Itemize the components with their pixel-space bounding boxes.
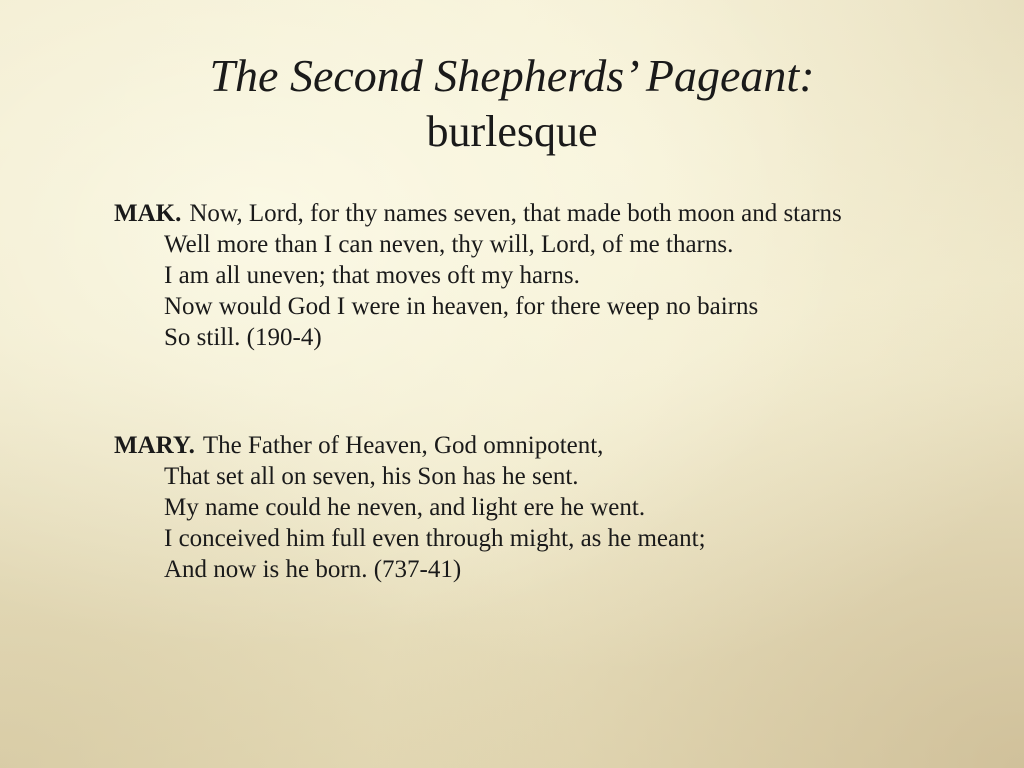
stanza-line: I conceived him full even through might, as he meant;: [164, 525, 706, 552]
title-subtitle: burlesque: [426, 107, 598, 156]
speaker-label: MAK.: [114, 200, 182, 227]
stanza-line: Well more than I can neven, thy will, Lord, of me tharns.: [164, 231, 734, 258]
slide-title: [0, 48, 1024, 160]
stanza-line: My name could he neven, and light ere he went.: [164, 494, 646, 521]
stanza-mak: [114, 198, 874, 353]
stanza-line: Now would God I were in heaven, for there weep no bairns: [164, 293, 759, 320]
stanza-mary: [114, 430, 874, 585]
stanza-line: That set all on seven, his Son has he sent.: [164, 463, 579, 490]
stanza-line: And now is he born. (737-41): [164, 556, 462, 583]
title-play-name: The Second Shepherds’ Pageant:: [209, 50, 815, 101]
stanza-line: So still. (190-4): [164, 324, 322, 351]
line-text: Now, Lord, for thy names seven, that made both moon and starns: [189, 200, 842, 227]
stanza-line: [114, 430, 874, 461]
stanza-line: I am all uneven; that moves oft my harns.: [164, 262, 580, 289]
stanza-line: [114, 198, 874, 229]
speaker-label: MARY.: [114, 432, 195, 459]
line-text: The Father of Heaven, God omnipotent,: [202, 432, 604, 459]
